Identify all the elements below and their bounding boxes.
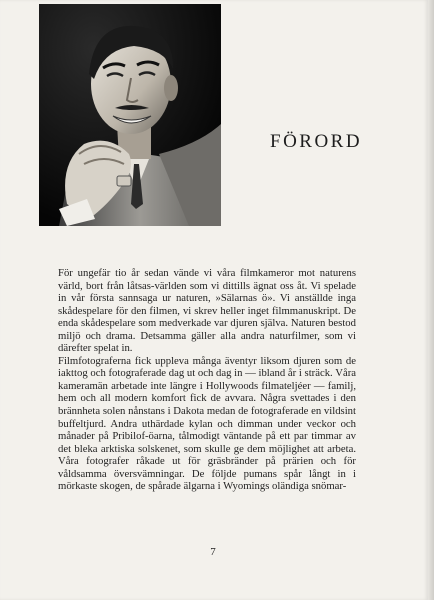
page-edge xyxy=(428,0,434,600)
paragraph: Filmfotograferna fick uppleva många äventyr liksom djuren som de iakttog och fotograferade dag ut och dag in — ibland år i sträck. Våra kameramän arbetade inte längre i Hollywoods filmateljéer — familj, hem och all modern komfort fick de avvara. Några svettades i den brännheta solen nånstans i Dakota medan de fotograferade en vildsint buffeltjurd. Andra uthärdade kylan och dimman under veckor och månader på Pribilof-öarna, tålmodigt väntande på ett par timmar av det bleka arktiska solskenet, som skulle ge dem möjlighet att arbeta. Våra fotografer råkade ut för gräsbränder på prärien och för våldsamma översvämningar. De följde pumans spår långt in i mörkaste skogen, de spårade älgarna i Wyomings oländiga snömar- xyxy=(58,354,356,493)
paragraph: För ungefär tio år sedan vände vi våra filmkameror mot naturens värld, bort från låtsas-världen som vi dittills ägnat oss åt. Vi spelade in vår första sannsaga ur naturen, »Sälarnas ö». Vi anställde inga skådespelare för den filmen, vi skrev heller inget filmmanuskript. De enda skådespelare som medverkade var djuren själva. Naturen bestod miljö och drama. Detsamma gäller alla andra naturfilmer, som vi därefter spelat in. xyxy=(58,267,356,355)
portrait-photo xyxy=(39,4,221,226)
portrait-photo-icon xyxy=(39,4,221,226)
page-title: FÖRORD xyxy=(270,131,363,152)
foreword-text xyxy=(58,267,356,493)
page-number: 7 xyxy=(210,546,216,558)
